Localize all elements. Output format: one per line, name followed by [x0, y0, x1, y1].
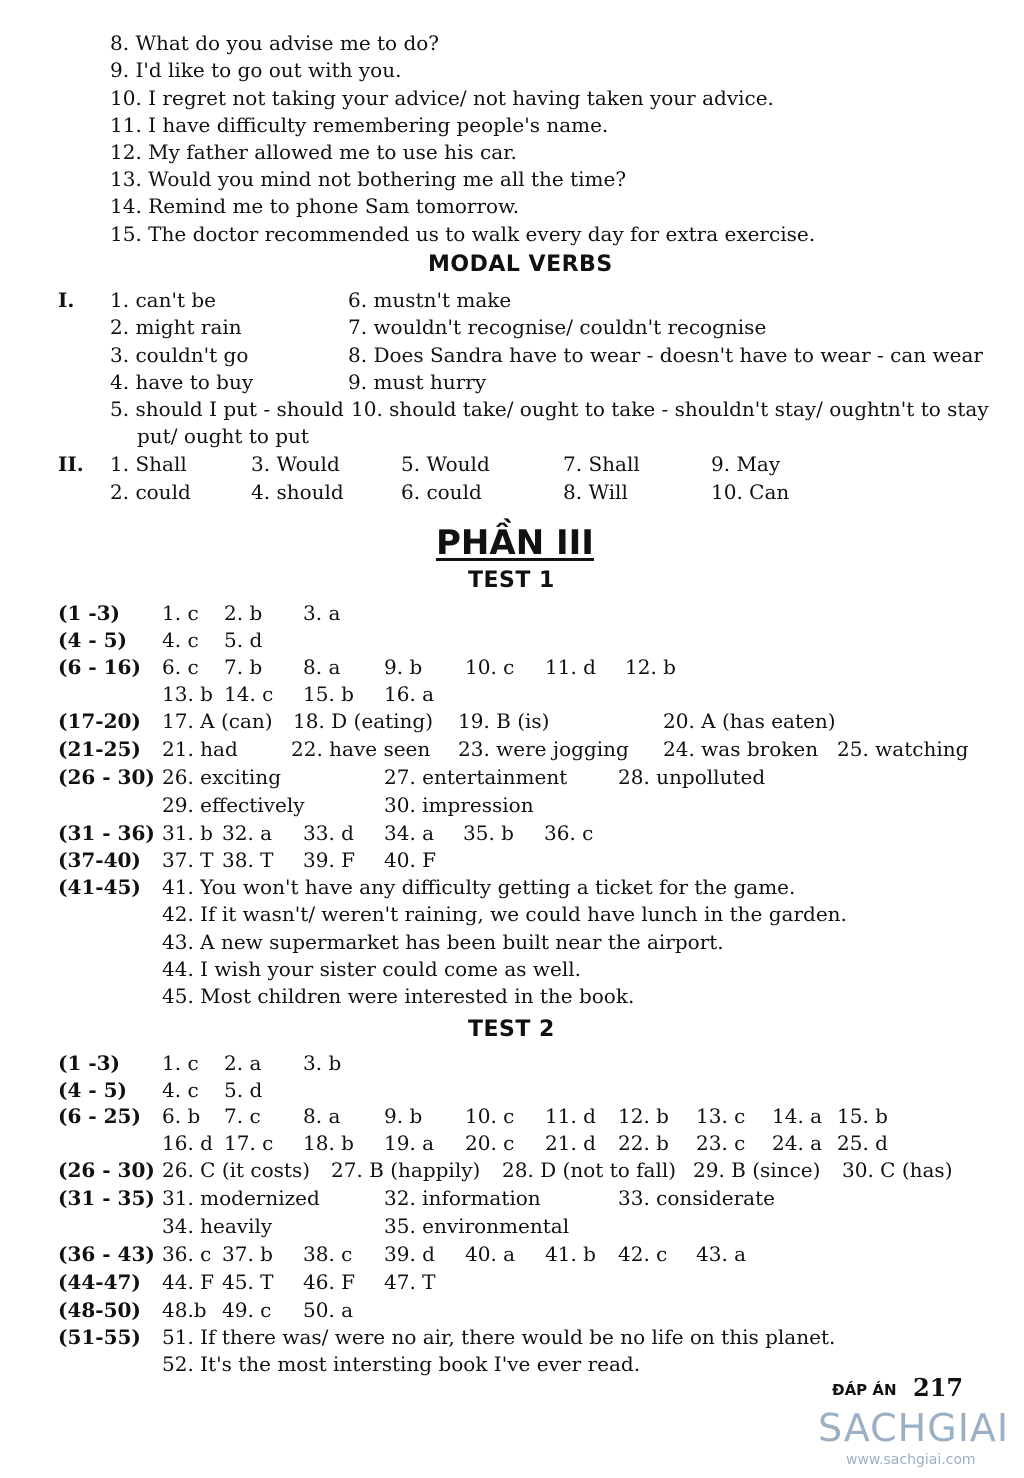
answer-item: 43. a	[696, 1242, 747, 1266]
answer-item: 29. B (since)	[693, 1158, 821, 1182]
page-number: 217	[913, 1373, 964, 1402]
answer-item: 3. b	[303, 1051, 342, 1075]
answer-item: 9. b	[384, 1104, 423, 1128]
modal-answer: 10. should take/ ought to take - shouldn't stay/ oughtn't to stay	[351, 397, 989, 421]
answer-item: 41. You won't have any difficulty getting a ticket for the game.	[162, 875, 796, 899]
footer-section-label: ĐÁP ÁN	[832, 1381, 897, 1399]
answer-item: 45. Most children were interested in the book.	[162, 984, 635, 1008]
question-range-label: (31 - 36)	[58, 821, 155, 845]
question-range-label: (1 -3)	[58, 601, 121, 625]
answer-item: 18. b	[303, 1131, 354, 1155]
answer-item: 1. c	[162, 601, 199, 625]
modal-answer: 6. mustn't make	[348, 288, 512, 312]
answer-item: 23. were jogging	[458, 737, 629, 761]
answer-item: 29. effectively	[162, 793, 305, 817]
modal-answer: 8. Does Sandra have to wear - doesn't have to wear - can wear	[348, 343, 983, 367]
part-label: II.	[58, 452, 84, 476]
answer-item: 15. b	[303, 682, 354, 706]
answer-item: 14. a	[772, 1104, 823, 1128]
question-range-label: (1 -3)	[58, 1051, 121, 1075]
answer-item: 13. b	[162, 682, 213, 706]
answer-item: 3. a	[303, 601, 341, 625]
answer-item: 42. If it wasn't/ weren't raining, we could have lunch in the garden.	[162, 902, 847, 926]
answer-item: 50. a	[303, 1298, 354, 1322]
answer-item: 12. b	[625, 655, 676, 679]
section-title: PHẦN III	[436, 523, 594, 563]
watermark-logo: SACHGIAI	[818, 1406, 1010, 1450]
answer-item: 47. T	[384, 1270, 436, 1294]
modal-answer: 8. Will	[563, 480, 628, 504]
section-heading: MODAL VERBS	[428, 252, 613, 277]
answer-item: 6. b	[162, 1104, 201, 1128]
answer-item: 32. information	[384, 1186, 541, 1210]
answer-item: 42. c	[618, 1242, 668, 1266]
answer-item: 30. C (has)	[842, 1158, 953, 1182]
answer-item: 12. b	[618, 1104, 669, 1128]
answer-item: 2. b	[224, 601, 263, 625]
modal-answer: 1. Shall	[110, 452, 187, 476]
answer-item: 38. T	[222, 848, 274, 872]
answer-item: 16. d	[162, 1131, 213, 1155]
answer-item: 36. c	[544, 821, 594, 845]
modal-answer: 5. should I put - should	[110, 397, 344, 421]
answer-sentence: 14. Remind me to phone Sam tomorrow.	[110, 194, 520, 218]
answer-item: 38. c	[303, 1242, 353, 1266]
answer-item: 9. b	[384, 655, 423, 679]
answer-item: 44. I wish your sister could come as well.	[162, 957, 582, 981]
answer-item: 17. A (can)	[162, 709, 273, 733]
answer-item: 33. d	[303, 821, 354, 845]
answer-sentence: 9. I'd like to go out with you.	[110, 58, 402, 82]
answer-item: 22. b	[618, 1131, 669, 1155]
question-range-label: (31 - 35)	[58, 1186, 155, 1210]
answer-item: 48.b	[162, 1298, 207, 1322]
answer-item: 20. A (has eaten)	[663, 709, 836, 733]
answer-item: 49. c	[222, 1298, 272, 1322]
answer-item: 7. b	[224, 655, 263, 679]
answer-item: 11. d	[545, 1104, 596, 1128]
answer-item: 24. was broken	[663, 737, 819, 761]
question-range-label: (4 - 5)	[58, 628, 127, 652]
modal-answer: 6. could	[401, 480, 482, 504]
answer-item: 1. c	[162, 1051, 199, 1075]
answer-item: 46. F	[303, 1270, 356, 1294]
answer-item: 31. modernized	[162, 1186, 320, 1210]
answer-item: 5. d	[224, 628, 263, 652]
answer-item: 40. F	[384, 848, 437, 872]
answer-item: 33. considerate	[618, 1186, 775, 1210]
answer-item: 6. c	[162, 655, 199, 679]
answer-sentence: 8. What do you advise me to do?	[110, 31, 440, 55]
answer-item: 27. B (happily)	[331, 1158, 481, 1182]
answer-item: 32. a	[222, 821, 273, 845]
answer-sentence: 15. The doctor recommended us to walk every day for extra exercise.	[110, 222, 816, 246]
answer-item: 24. a	[772, 1131, 823, 1155]
answer-item: 27. entertainment	[384, 765, 568, 789]
question-range-label: (26 - 30)	[58, 765, 155, 789]
answer-item: 37. T	[162, 848, 214, 872]
part-label: I.	[58, 288, 75, 312]
question-range-label: (17-20)	[58, 709, 141, 733]
watermark-url: www.sachgiai.com	[846, 1452, 976, 1468]
answer-item: 34. a	[384, 821, 435, 845]
answer-item: 18. D (eating)	[293, 709, 434, 733]
answer-item: 52. It's the most intersting book I've ever read.	[162, 1352, 641, 1376]
answer-item: 28. D (not to fall)	[502, 1158, 677, 1182]
answer-item: 16. a	[384, 682, 435, 706]
answer-item: 26. C (it costs)	[162, 1158, 311, 1182]
question-range-label: (6 - 25)	[58, 1104, 141, 1128]
modal-answer: 4. should	[251, 480, 344, 504]
answer-item: 31. b	[162, 821, 213, 845]
answer-item: 39. F	[303, 848, 356, 872]
answer-item: 2. a	[224, 1051, 262, 1075]
answer-item: 23. c	[696, 1131, 746, 1155]
answer-item: 20. c	[465, 1131, 515, 1155]
answer-item: 25. watching	[837, 737, 969, 761]
modal-answer: 3. couldn't go	[110, 343, 249, 367]
answer-item: 21. had	[162, 737, 238, 761]
answer-item: 15. b	[837, 1104, 888, 1128]
answer-item: 45. T	[222, 1270, 274, 1294]
answer-item: 10. c	[465, 655, 515, 679]
answer-item: 26. exciting	[162, 765, 281, 789]
answer-item: 7. c	[224, 1104, 261, 1128]
answer-item: 19. a	[384, 1131, 435, 1155]
question-range-label: (26 - 30)	[58, 1158, 155, 1182]
modal-answer: 9. must hurry	[348, 370, 487, 394]
modal-answer: 7. Shall	[563, 452, 640, 476]
answer-item: 17. c	[224, 1131, 274, 1155]
answer-item: 5. d	[224, 1078, 263, 1102]
answer-item: 35. environmental	[384, 1214, 570, 1238]
answer-item: 4. c	[162, 628, 199, 652]
modal-answer: 9. May	[711, 452, 781, 476]
answer-item: 13. c	[696, 1104, 746, 1128]
answer-item: 40. a	[465, 1242, 516, 1266]
question-range-label: (37-40)	[58, 848, 141, 872]
answer-item: 41. b	[545, 1242, 596, 1266]
question-range-label: (44-47)	[58, 1270, 141, 1294]
answer-item: 4. c	[162, 1078, 199, 1102]
answer-item: 22. have seen	[291, 737, 431, 761]
question-range-label: (41-45)	[58, 875, 141, 899]
answer-item: 21. d	[545, 1131, 596, 1155]
answer-item: 43. A new supermarket has been built near the airport.	[162, 930, 724, 954]
question-range-label: (21-25)	[58, 737, 141, 761]
answer-sentence: 10. I regret not taking your advice/ not having taken your advice.	[110, 86, 774, 110]
modal-answer: 3. Would	[251, 452, 340, 476]
answer-sentence: 12. My father allowed me to use his car.	[110, 140, 517, 164]
answer-item: 25. d	[837, 1131, 888, 1155]
answer-item: 19. B (is)	[458, 709, 550, 733]
question-range-label: (36 - 43)	[58, 1242, 155, 1266]
question-range-label: (6 - 16)	[58, 655, 141, 679]
answer-item: 39. d	[384, 1242, 435, 1266]
question-range-label: (48-50)	[58, 1298, 141, 1322]
answer-item: 35. b	[463, 821, 514, 845]
answer-item: 8. a	[303, 1104, 341, 1128]
answer-item: 28. unpolluted	[618, 765, 766, 789]
modal-answer: 7. wouldn't recognise/ couldn't recognise	[348, 315, 767, 339]
modal-answer: 2. might rain	[110, 315, 242, 339]
answer-item: 37. b	[222, 1242, 273, 1266]
answer-item: 36. c	[162, 1242, 212, 1266]
modal-answer: 5. Would	[401, 452, 490, 476]
answer-item: 14. c	[224, 682, 274, 706]
answer-item: 11. d	[545, 655, 596, 679]
modal-answer: 4. have to buy	[110, 370, 254, 394]
modal-answer: 10. Can	[711, 480, 790, 504]
answer-item: 34. heavily	[162, 1214, 273, 1238]
answer-item: 8. a	[303, 655, 341, 679]
answer-sentence: 13. Would you mind not bothering me all the time?	[110, 167, 627, 191]
answer-item: 10. c	[465, 1104, 515, 1128]
answer-sentence: 11. I have difficulty remembering people's name.	[110, 113, 609, 137]
test-title: TEST 2	[468, 1017, 555, 1042]
answer-item: 44. F	[162, 1270, 215, 1294]
answer-item: 30. impression	[384, 793, 534, 817]
modal-answer: 2. could	[110, 480, 191, 504]
modal-answer: put/ ought to put	[137, 424, 309, 448]
modal-answer: 1. can't be	[110, 288, 216, 312]
answer-item: 51. If there was/ were no air, there would be no life on this planet.	[162, 1325, 836, 1349]
test-title: TEST 1	[468, 568, 555, 593]
question-range-label: (4 - 5)	[58, 1078, 127, 1102]
question-range-label: (51-55)	[58, 1325, 141, 1349]
